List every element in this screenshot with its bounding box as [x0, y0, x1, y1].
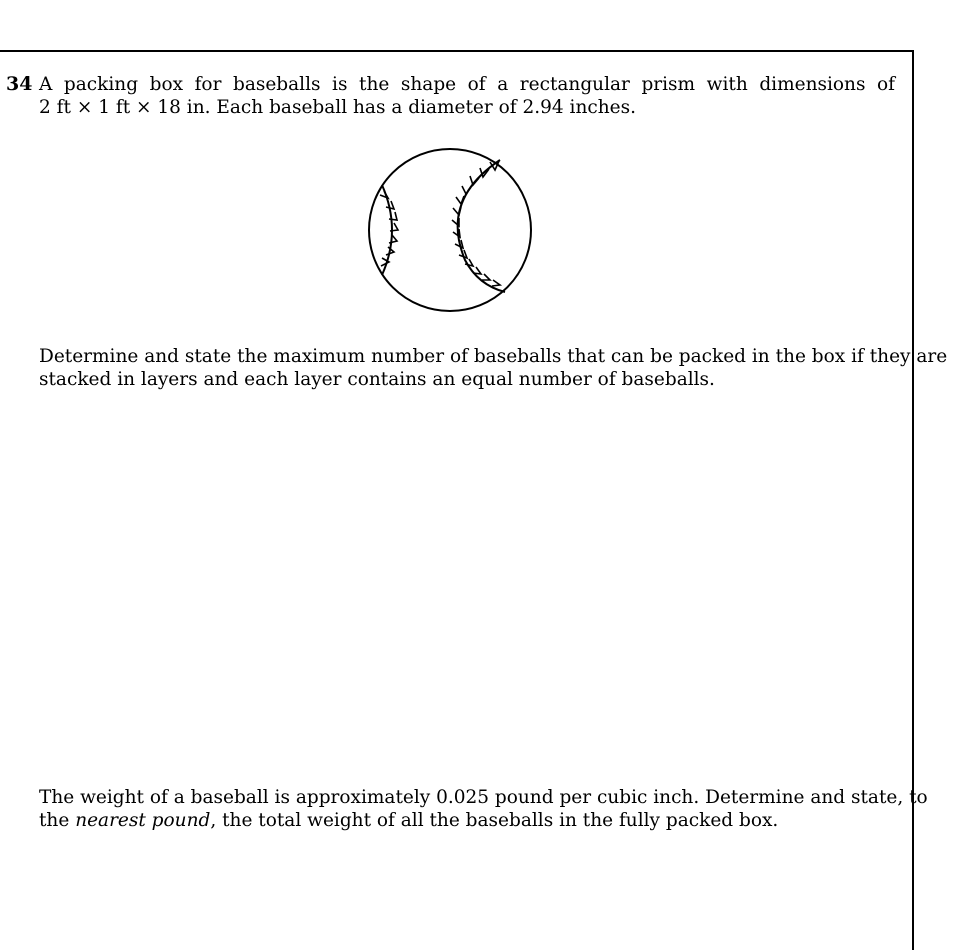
question-stem	[39, 73, 895, 119]
baseball-drawing	[360, 140, 540, 320]
question-stem-line-2: 2 ft × 1 ft × 18 in. Each baseball has a diameter of 2.94 inches.	[39, 97, 636, 118]
part-a-line-1: Determine and state the maximum number of baseballs that can be packed in the box if they are	[39, 346, 948, 367]
part-b-emphasis: nearest pound	[75, 810, 211, 831]
part-a-prompt	[39, 345, 948, 391]
part-b-prompt	[39, 786, 928, 832]
right-seam	[458, 160, 505, 292]
question-stem-line-1: A packing box for baseballs is the shape of a rectangular prism with dimensions of	[39, 74, 895, 95]
part-b-line-1: The weight of a baseball is approximately 0.025 pound per cubic inch. Determine and state, to	[39, 787, 928, 808]
question-number: 34	[6, 73, 33, 95]
part-b-line-2	[39, 809, 895, 832]
baseball-icon	[360, 140, 540, 320]
part-a-line-2: stacked in layers and each layer contains an equal number of baseballs.	[39, 369, 715, 390]
part-b-line-2-post: , the total weight of all the baseballs in the fully packed box.	[210, 810, 779, 831]
part-b-line-2-pre: the	[39, 810, 76, 831]
